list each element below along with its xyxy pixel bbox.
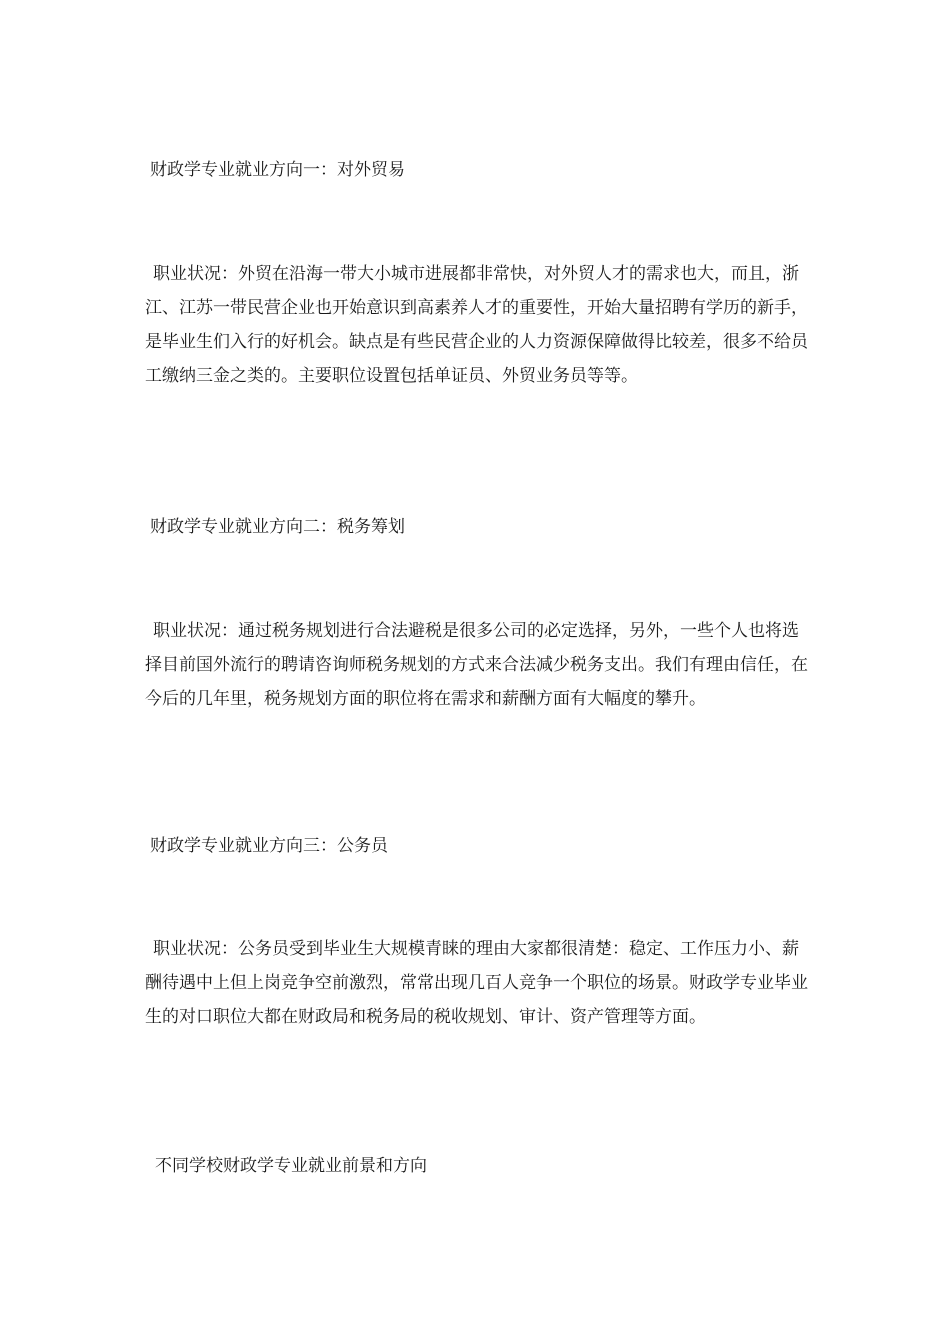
section-3-body: 职业状况：公务员受到毕业生大规模青睐的理由大家都很清楚：稳定、工作压力小、薪酬待遇中上但上岗竞争空前激烈，常常出现几百人竞争一个职位的场景。财政学专业毕业生的对口职位大都在财政局和税务局的税收规划、审计、资产管理等方面。 [145,939,808,1027]
section-2-heading: 财政学专业就业方向二：税务筹划 [150,517,405,537]
section-3-heading: 财政学专业就业方向三：公务员 [150,836,388,856]
section-1-body: 职业状况：外贸在沿海一带大小城市进展都非常快，对外贸人才的需求也大，而且，浙江、江苏一带民营企业也开始意识到高素养人才的重要性，开始大量招聘有学历的新手，是毕业生们入行的好机会。缺点是有些民营企业的人力资源保障做得比较差，很多不给员工缴纳三金之类的。主要职位设置包括单证员、外贸业务员等等。 [145,264,808,386]
final-heading: 不同学校财政学专业就业前景和方向 [155,1156,427,1176]
section-1-heading: 财政学专业就业方向一：对外贸易 [150,160,405,180]
section-2-body: 职业状况：通过税务规划进行合法避税是很多公司的必定选择，另外，一些个人也将选择目前国外流行的聘请咨询师税务规划的方式来合法减少税务支出。我们有理由信任，在今后的几年里，税务规划方面的职位将在需求和薪酬方面有大幅度的攀升。 [145,621,808,709]
